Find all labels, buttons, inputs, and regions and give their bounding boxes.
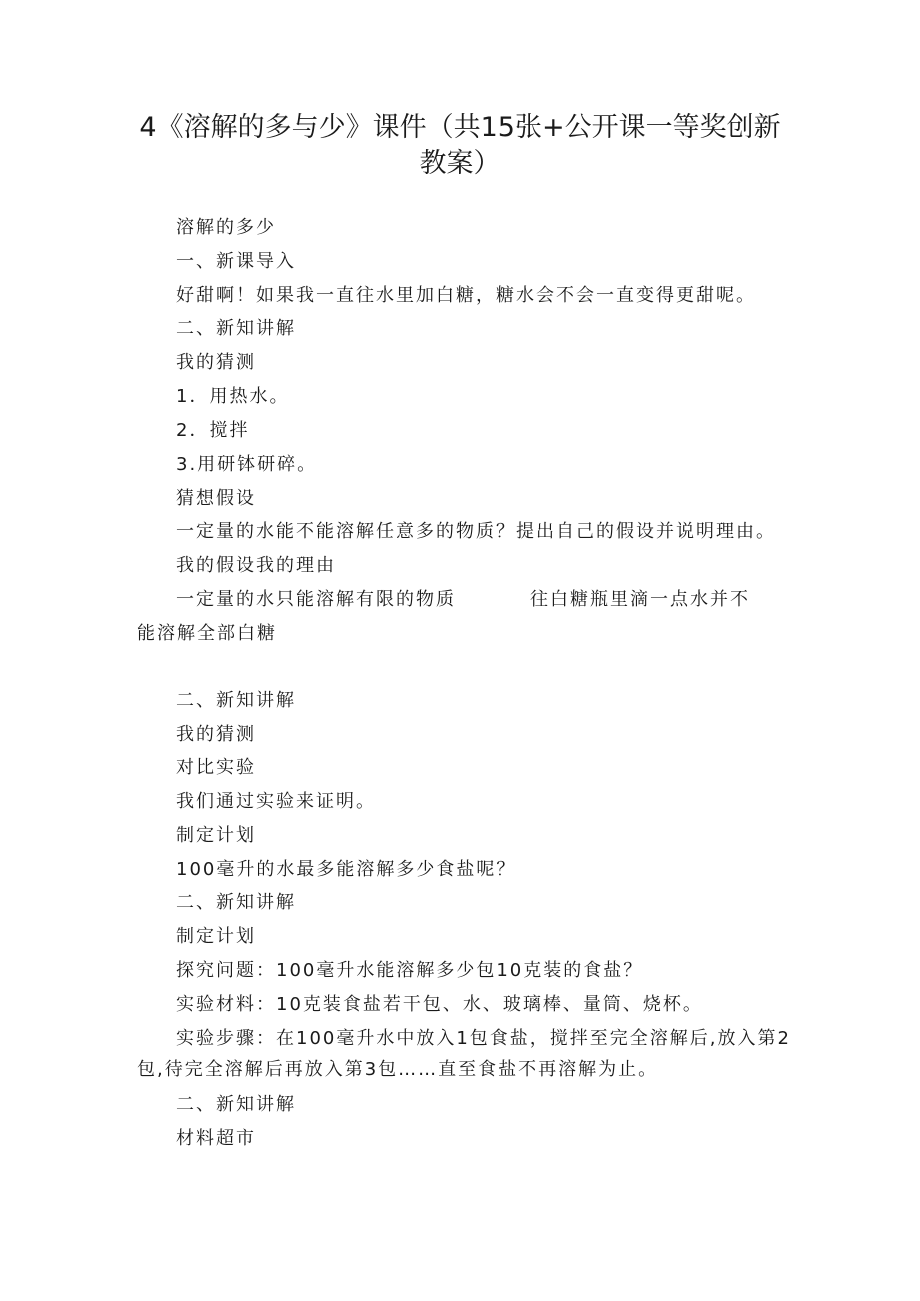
document-title <box>120 110 800 182</box>
text-line: 实验材料：10克装食盐若干包、水、玻璃棒、量筒、烧杯。 <box>176 994 703 1015</box>
text-line: 材料超市 <box>176 1128 256 1149</box>
text-line: 溶解的多少 <box>176 217 276 238</box>
text-line: 我的假设我的理由 <box>176 555 336 576</box>
title-line-1: 4《溶解的多与少》课件（共15张+公开课一等奖创新 <box>139 112 781 143</box>
section-heading: 二、新知讲解 <box>176 690 296 711</box>
section-heading: 二、新知讲解 <box>176 318 296 339</box>
text-line: 100毫升的水最多能溶解多少食盐呢？ <box>176 859 517 880</box>
text-line: 一定量的水能不能溶解任意多的物质？提出自己的假设并说明理由。 <box>176 521 776 542</box>
list-item: 3.用研钵研碎。 <box>176 454 318 475</box>
text-line: 往白糖瓶里滴一点水并不 <box>530 589 750 610</box>
text-line: 制定计划 <box>176 825 256 846</box>
text-line: 好甜啊！如果我一直往水里加白糖，糖水会不会一直变得更甜呢。 <box>176 285 756 306</box>
text-line: 我们通过实验来证明。 <box>176 791 376 812</box>
list-item: 2．搅拌 <box>176 420 250 441</box>
title-line-2: 教案） <box>419 148 501 179</box>
list-item: 1．用热水。 <box>176 386 290 407</box>
text-line: 我的猜测 <box>176 724 256 745</box>
text-line: 一定量的水只能溶解有限的物质 <box>176 589 456 610</box>
text-line: 包,待完全溶解后再放入第3包……直至食盐不再溶解为止。 <box>137 1059 659 1080</box>
text-line: 实验步骤：在100毫升水中放入1包食盐，搅拌至完全溶解后,放入第2 <box>176 1028 791 1049</box>
text-line: 对比实验 <box>176 757 256 778</box>
section-heading: 二、新知讲解 <box>176 892 296 913</box>
text-line: 探究问题：100毫升水能溶解多少包10克装的食盐？ <box>176 960 644 981</box>
section-heading: 一、新课导入 <box>176 251 296 272</box>
text-line: 制定计划 <box>176 926 256 947</box>
text-line: 我的猜测 <box>176 352 256 373</box>
text-line: 猜想假设 <box>176 488 256 509</box>
section-heading: 二、新知讲解 <box>176 1094 296 1115</box>
text-line: 能溶解全部白糖 <box>137 623 277 644</box>
